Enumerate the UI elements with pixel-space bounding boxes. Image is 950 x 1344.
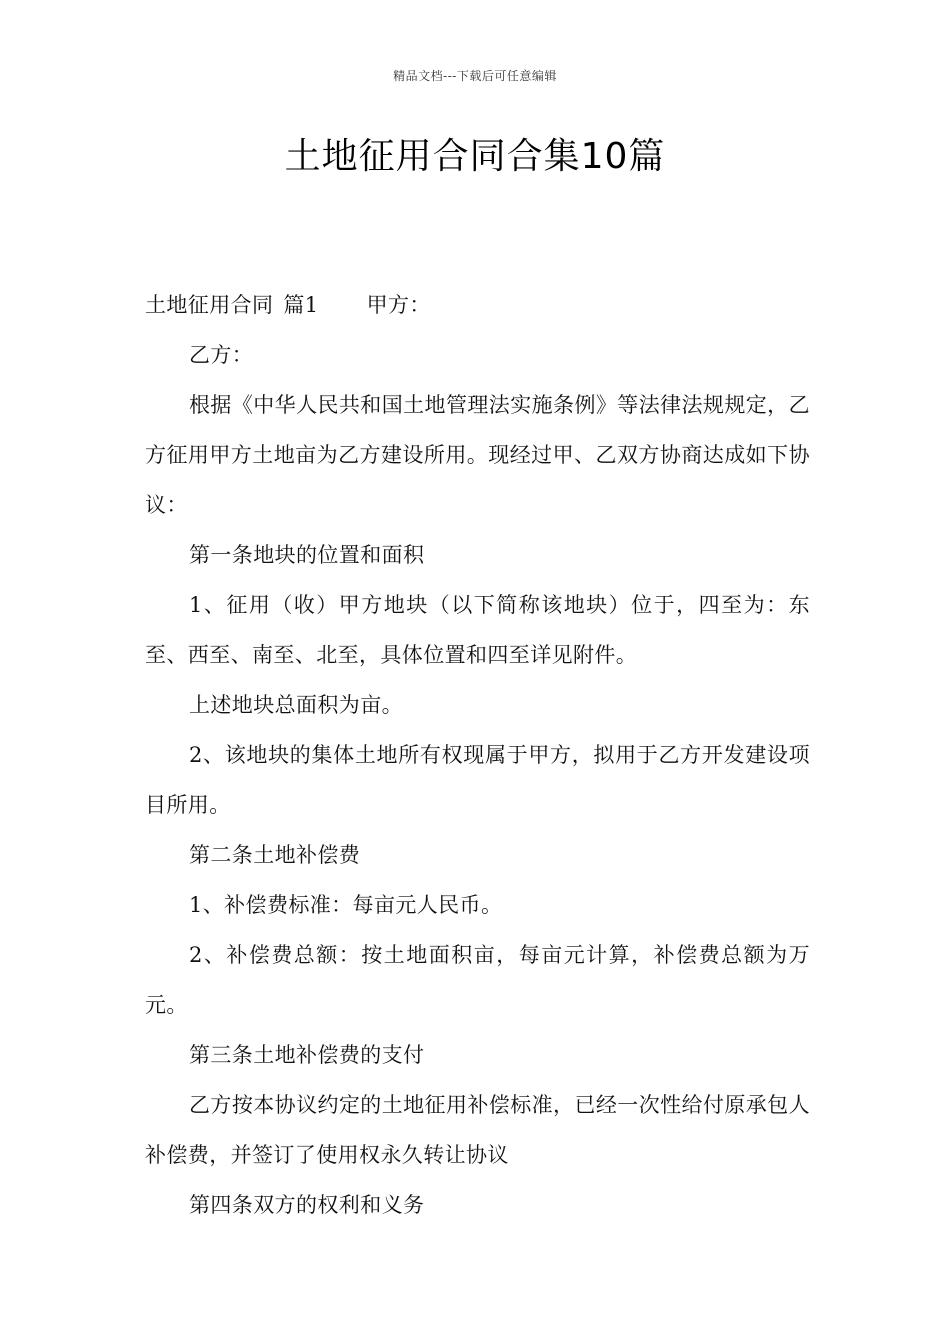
- document-title: 土地征用合同合集10篇: [284, 136, 666, 177]
- header-note: 精品文档---下载后可任意编辑: [393, 69, 557, 83]
- article-3-body: 乙方按本协议约定的土地征用补偿标准，已经一次性给付原承包人补偿费，并签订了使用权永久转让协议: [145, 1093, 810, 1167]
- section-label: 土地征用合同: [145, 293, 274, 317]
- article-1-clause-2: 2、该地块的集体土地所有权现属于甲方，拟用于乙方开发建设项目所用。: [145, 743, 810, 817]
- party-b-paragraph: 乙方：: [189, 343, 254, 367]
- article-2-clause-1: 1、补偿费标准：每亩元人民币。: [189, 893, 503, 917]
- article-2-clause-2: 2、补偿费总额：按土地面积亩，每亩元计算，补偿费总额为万元。: [145, 943, 810, 1017]
- party-a-label: 甲方：: [366, 293, 431, 317]
- article-1-area: 上述地块总面积为亩。: [189, 693, 403, 717]
- article-2-heading: 第二条土地补偿费: [189, 843, 361, 867]
- article-4-heading: 第四条双方的权利和义务: [189, 1193, 425, 1217]
- first-line: [145, 280, 810, 330]
- article-1-heading: 第一条地块的位置和面积: [189, 543, 425, 567]
- document-body: [145, 280, 810, 1230]
- article-3-heading: 第三条土地补偿费的支付: [189, 1043, 425, 1067]
- preamble-paragraph: 根据《中华人民共和国土地管理法实施条例》等法律法规规定，乙方征用甲方土地亩为乙方建设所用。现经过甲、乙双方协商达成如下协议：: [145, 393, 810, 517]
- article-1-clause-1: 1、征用（收）甲方地块（以下简称该地块）位于，四至为：东至、西至、南至、北至，具体位置和四至详见附件。: [145, 593, 810, 667]
- section-number: 篇1: [283, 293, 319, 317]
